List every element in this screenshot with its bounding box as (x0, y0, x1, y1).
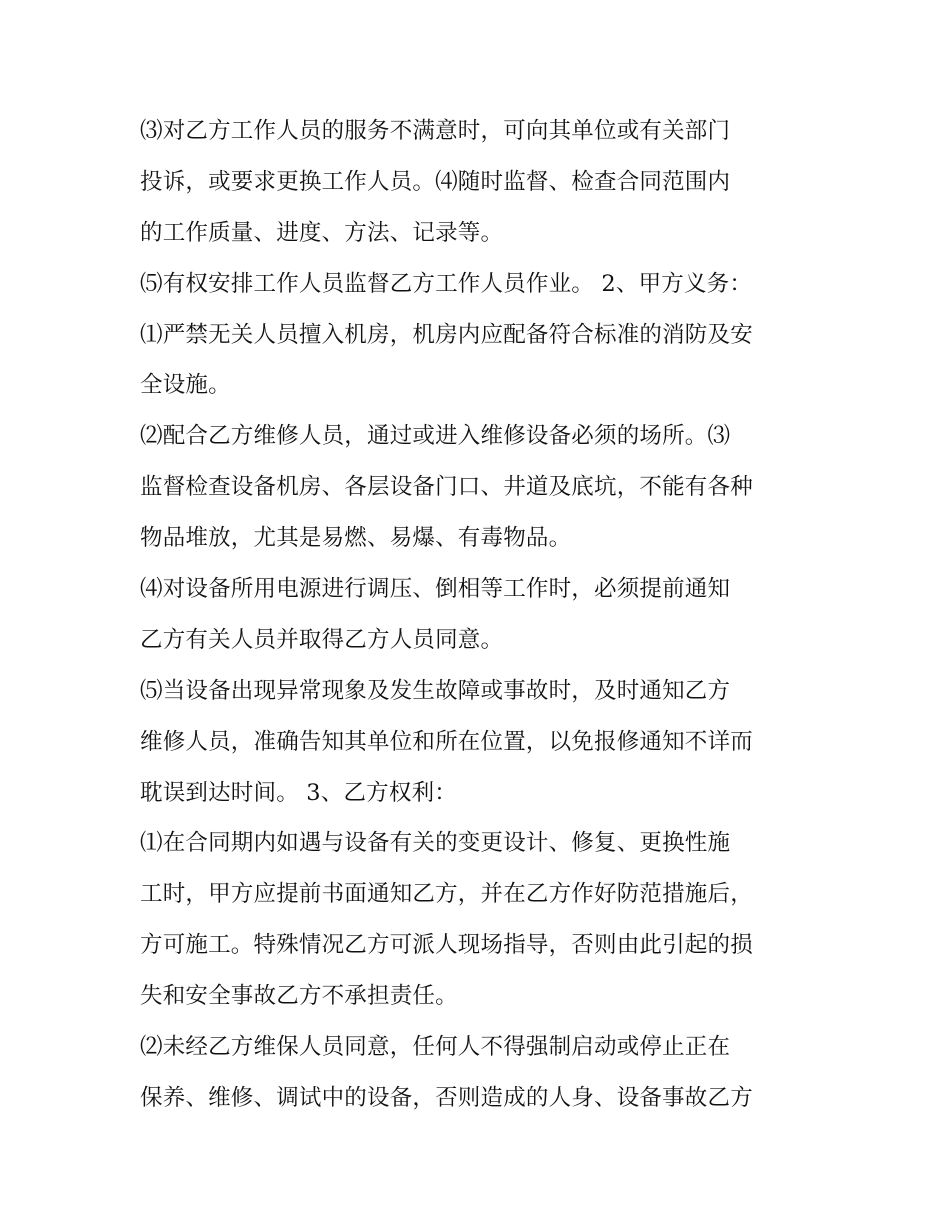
text-line-13: 维修人员，准确告知其单位和所在位置，以免报修通知不详而 (140, 728, 753, 755)
text-line-8: 监督检查设备机房、各层设备门口、井道及底坑，不能有各种 (140, 474, 753, 501)
text-line-9: 物品堆放，尤其是易燃、易爆、有毒物品。 (140, 525, 572, 552)
text-line-17: 方可施工。特殊情况乙方可派人现场指导，否则由此引起的损 (140, 932, 753, 959)
text-line-18: 失和安全事故乙方不承担责任。 (140, 983, 458, 1010)
text-line-10: ⑷对设备所用电源进行调压、倒相等工作时，必须提前通知 (140, 576, 731, 603)
text-line-19: ⑵未经乙方维保人员同意，任何人不得强制启动或停止正在 (140, 1034, 731, 1061)
text-line-6: 全设施。 (140, 372, 231, 399)
text-line-4: ⑸有权安排工作人员监督乙方工作人员作业。 2、甲方义务： (140, 270, 753, 297)
text-line-14: 耽误到达时间。 3、乙方权利： (140, 779, 457, 806)
text-line-20: 保养、维修、调试中的设备，否则造成的人身、设备事故乙方 (140, 1084, 753, 1111)
text-line-7: ⑵配合乙方维修人员，通过或进入维修设备必须的场所。⑶ (140, 423, 731, 450)
text-line-16: 工时，甲方应提前书面通知乙方，并在乙方作好防范措施后， (140, 881, 753, 908)
text-line-5: ⑴严禁无关人员擅入机房，机房内应配备符合标准的消防及安 (140, 321, 753, 348)
text-line-11: 乙方有关人员并取得乙方人员同意。 (140, 626, 504, 653)
text-line-3: 的工作质量、进度、方法、记录等。 (140, 219, 504, 246)
text-line-2: 投诉，或要求更换工作人员。⑷随时监督、检查合同范围内 (140, 168, 731, 195)
contract-body-text (140, 106, 820, 1124)
text-line-1: ⑶对乙方工作人员的服务不满意时，可向其单位或有关部门 (140, 118, 731, 144)
text-line-12: ⑸当设备出现异常现象及发生故障或事故时，及时通知乙方 (140, 677, 731, 704)
text-line-15: ⑴在合同期内如遇与设备有关的变更设计、修复、更换性施 (140, 830, 731, 857)
